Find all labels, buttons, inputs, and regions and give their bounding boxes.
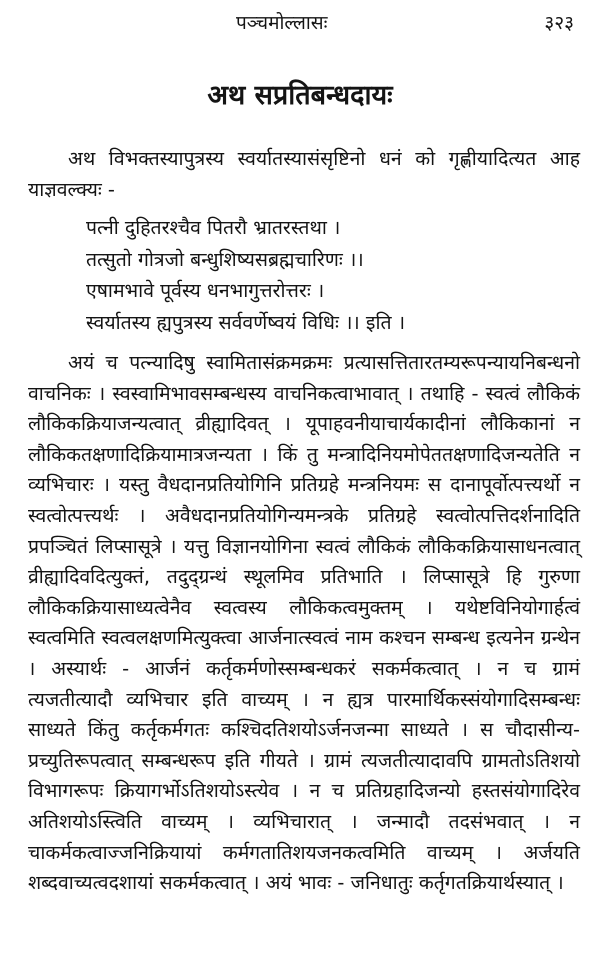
running-head bbox=[0, 8, 600, 38]
verse-line: तत्सुतो गोत्रजो बन्धुशिष्यसब्रह्मचारिणः ।। bbox=[86, 247, 364, 271]
verse-block bbox=[86, 212, 566, 338]
body-paragraph: अयं च पत्न्यादिषु स्वामितासंक्रमक्रमः प्रत्यासत्तितारतम्यरूपन्यायनिबन्धनो वाचनिकः । स्वस्वामिभावसम्बन्धस्य वाचनिकत्वाभावात् । तथाहि - स्वत्वं लौकिकं लौकिकक्रियाजन्यत्वात् व्रीह्यादिवत् । यूपाहवनीयाचार्यकादीनां लौकिकानां न लौकिकतक्षणादिक्रियामात्रजन्यता । किं तु मन्त्रादिनियमोपेततक्षणादिजन्यतेति न व्यभिचारः । यस्तु वैधदानप्रतियोगिनि प्रतिग्रहे मन्त्रनियमः स दानापूर्वोत्पत्त्यर्थो न स्वत्वोत्पत्त्यर्थः । अवैधदानप्रतियोगिन्यमन्त्रके प्रतिग्रहे स्वत्वोत्पत्तिदर्शनादिति प्रपञ्चितं लिप्सासूत्रे । यत्तु विज्ञानयोगिना स्वत्वं लौकिकं लौकिकक्रियासाधनत्वात् व्रीह्यादिवदित्युक्तं, तदुद्ग्रन्थं स्थूलमिव प्रतिभाति । लिप्सासूत्रे हि गुरुणा लौकिकक्रियासाध्यत्वेनैव स्वत्वस्य लौकिकत्वमुक्तम् । यथेष्टविनियोगार्हत्वं स्वत्वमिति स्वत्वलक्षणमित्युक्त्वा आर्जनात्स्वत्वं नाम कश्चन सम्बन्ध इत्यनेन ग्रन्थेन । अस्यार्थः - आर्जनं कर्तृकर्मणोस्सम्बन्धकरं सकर्मकत्वात् । न च ग्रामं त्यजतीत्यादौ व्यभिचार इति वाच्यम् । न ह्यत्र पारमार्थिकस्संयोगादिसम्बन्धः साध्यते किंतु कर्तृकर्मगतः कश्चिदतिशयोऽर्जनजन्मा साध्यते । स चौदासीन्य-प्रच्युतिरूपत्वात् सम्बन्धरूप इति गीयते । ग्रामं त्यजतीत्यादावपि ग्रामतोऽतिशयो विभागरूपः क्रियागर्भोऽतिशयोऽस्त्येव । न च प्रतिग्रहादिजन्यो हस्तसंयोगादिरेव अतिशयोऽस्त्विति वाच्यम् । व्यभिचारात् । जन्मादौ तदसंभवात् । न चाकर्मकत्वाज्जनिक्रियायां कर्मगतातिशयजनकत्वमिति वाच्यम् । अर्जयति शब्दवाच्यत्वदशायां सकर्मकत्वात् । अयं भावः - जनिधातुः कर्तृगतक्रियार्थस्यात् । bbox=[28, 351, 580, 895]
verse-line: एषामभावे पूर्वस्य धनभागुत्तरोत्तरः । bbox=[86, 279, 325, 302]
page-number: ३२३ bbox=[544, 12, 574, 34]
section-heading: अथ सप्रतिबन्धदायः bbox=[207, 80, 393, 111]
verse-line: पत्नी दुहितरश्चैव पितरौ भ्रातरस्तथा । bbox=[86, 216, 341, 239]
verse-line: स्वर्यातस्य ह्यपुत्रस्य सर्ववर्णेष्वयं विधिः ।। इति । bbox=[86, 310, 406, 334]
intro-paragraph: अथ विभक्तस्यापुत्रस्य स्वर्यातस्यासंसृष्टिनो धनं को गृह्णीयादित्यत आह याज्ञवल्क्यः - bbox=[28, 147, 580, 201]
running-head-title: पञ्चमोल्लासः bbox=[236, 12, 328, 34]
